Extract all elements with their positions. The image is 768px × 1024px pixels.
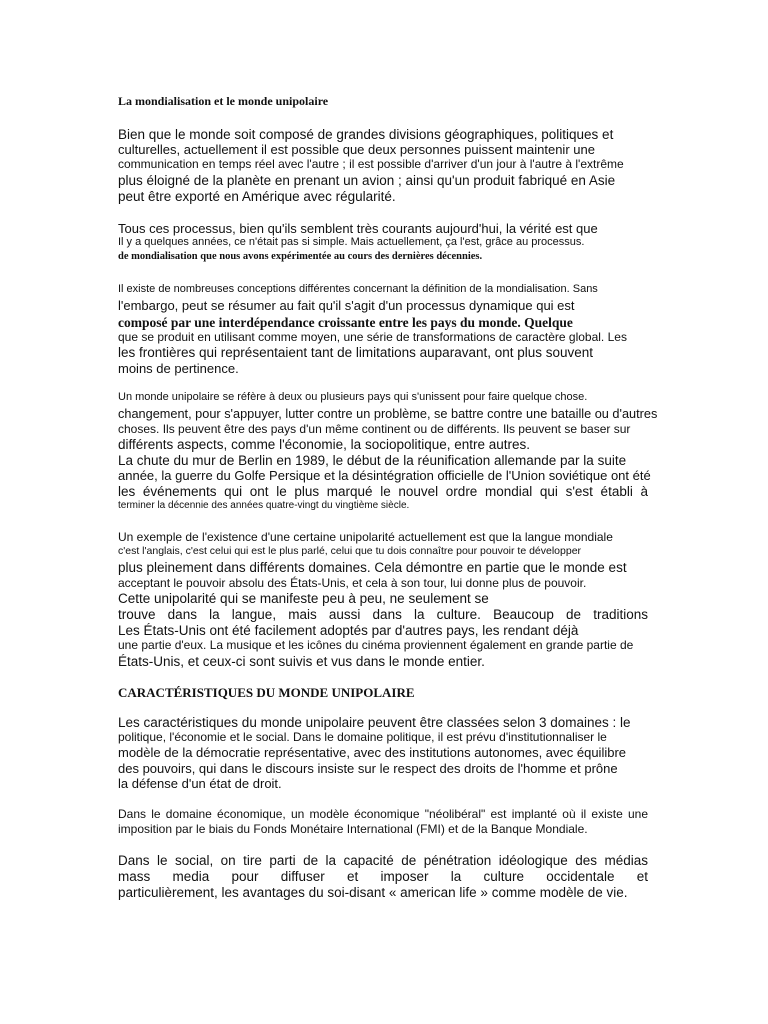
section-heading: CARACTÉRISTIQUES DU MONDE UNIPOLAIRE <box>118 685 415 700</box>
text-line: modèle de la démocratie représentative, avec des institutions autonomes, avec équilibre <box>118 745 627 760</box>
text-line: États-Unis, et ceux-ci sont suivis et vus dans le monde entier. <box>118 654 485 669</box>
document-title: La mondialisation et le monde unipolaire <box>118 94 329 108</box>
text-line: Cette unipolarité qui se manifeste peu à peu, ne seulement se <box>118 591 489 606</box>
text-line: Tous ces processus, bien qu'ils semblent très courants aujourd'hui, la vérité est que <box>118 221 598 236</box>
text-line: Un exemple de l'existence d'une certaine unipolarité actuellement est que la langue mondiale <box>118 530 613 544</box>
text-line: Dans le social, on tire parti de la capacité de pénétration idéologique des médias <box>118 853 648 868</box>
text-line: c'est l'anglais, c'est celui qui est le plus parlé, celui que tu dois connaître pour pouvoir te développer <box>118 545 582 557</box>
text-line: moins de pertinence. <box>118 361 239 376</box>
text-line: particulièrement, les avantages du soi-disant « american life » comme modèle de vie. <box>118 885 628 900</box>
text-line: les événements qui ont le plus marqué le nouvel ordre mondial qui s'est établi à <box>118 484 648 499</box>
text-line: changement, pour s'appuyer, lutter contre un problème, se battre contre une bataille ou d'autres <box>118 406 658 421</box>
text-line: La chute du mur de Berlin en 1989, le début de la réunification allemande par la suite <box>118 453 627 468</box>
text-line: Il existe de nombreuses conceptions différentes concernant la définition de la mondialisation. Sans <box>118 283 598 295</box>
text-line: une partie d'eux. La musique et les icônes du cinéma proviennent également en grande partie de <box>118 638 634 652</box>
text-line: Un monde unipolaire se réfère à deux ou plusieurs pays qui s'unissent pour faire quelque chose. <box>118 391 588 403</box>
text-line: acceptant le pouvoir absolu des États-Unis, et cela à son tour, lui donne plus de pouvoir. <box>118 576 587 590</box>
text-line: Bien que le monde soit composé de grandes divisions géographiques, politiques et <box>118 127 614 142</box>
text-line: Il y a quelques années, ce n'était pas si simple. Mais actuellement, ça l'est, grâce au processus. <box>118 236 585 248</box>
text-line: des pouvoirs, qui dans le discours insiste sur le respect des droits de l'homme et prône <box>118 761 618 776</box>
text-line: plus éloigné de la planète en prenant un avion ; ainsi qu'un produit fabriqué en Asie <box>118 173 616 188</box>
text-line: trouve dans la langue, mais aussi dans la culture. Beaucoup de traditions <box>118 607 648 622</box>
text-line: imposition par le biais du Fonds Monétaire International (FMI) et de la Banque Mondiale. <box>118 822 588 836</box>
text-line: Les caractéristiques du monde unipolaire peuvent être classées selon 3 domaines : le <box>118 715 631 730</box>
text-line: choses. Ils peuvent être des pays d'un même continent ou de différents. Ils peuvent se baser sur <box>118 422 631 436</box>
text-line: de mondialisation que nous avons expérimentée au cours des dernières décennies. <box>118 251 483 262</box>
text-line: les frontières qui représentaient tant de limitations auparavant, ont plus souvent <box>118 345 594 360</box>
text-line: culturelles, actuellement il est possible que deux personnes puissent maintenir une <box>118 142 595 157</box>
text-line: politique, l'économie et le social. Dans le domaine politique, il est prévu d'institutionnaliser le <box>118 730 607 744</box>
text-line: la défense d'un état de droit. <box>118 776 282 791</box>
text-line: que se produit en utilisant comme moyen, une série de transformations de caractère global. Les <box>118 330 627 344</box>
text-line: composé par une interdépendance croissante entre les pays du monde. Quelque <box>118 315 573 330</box>
text-line: mass media pour diffuser et imposer la culture occidentale et <box>118 869 648 884</box>
text-line: Dans le domaine économique, un modèle économique "néolibéral" est implanté où il existe une <box>118 807 648 821</box>
text-line: communication en temps réel avec l'autre ; il est possible d'arriver d'un jour à l'autre à l'extrême <box>118 157 624 171</box>
text-line: différents aspects, comme l'économie, la sociopolitique, entre autres. <box>118 437 531 452</box>
text-line: année, la guerre du Golfe Persique et la désintégration officielle de l'Union soviétique ont été <box>118 468 651 483</box>
text-line: l'embargo, peut se résumer au fait qu'il s'agit d'un processus dynamique qui est <box>118 298 575 313</box>
text-line: plus pleinement dans différents domaines. Cela démontre en partie que le monde est <box>118 560 627 575</box>
text-line: peut être exporté en Amérique avec régularité. <box>118 189 396 204</box>
text-line: terminer la décennie des années quatre-vingt du vingtième siècle. <box>118 500 410 511</box>
text-line: Les États-Unis ont été facilement adoptés par d'autres pays, les rendant déjà <box>118 623 579 638</box>
